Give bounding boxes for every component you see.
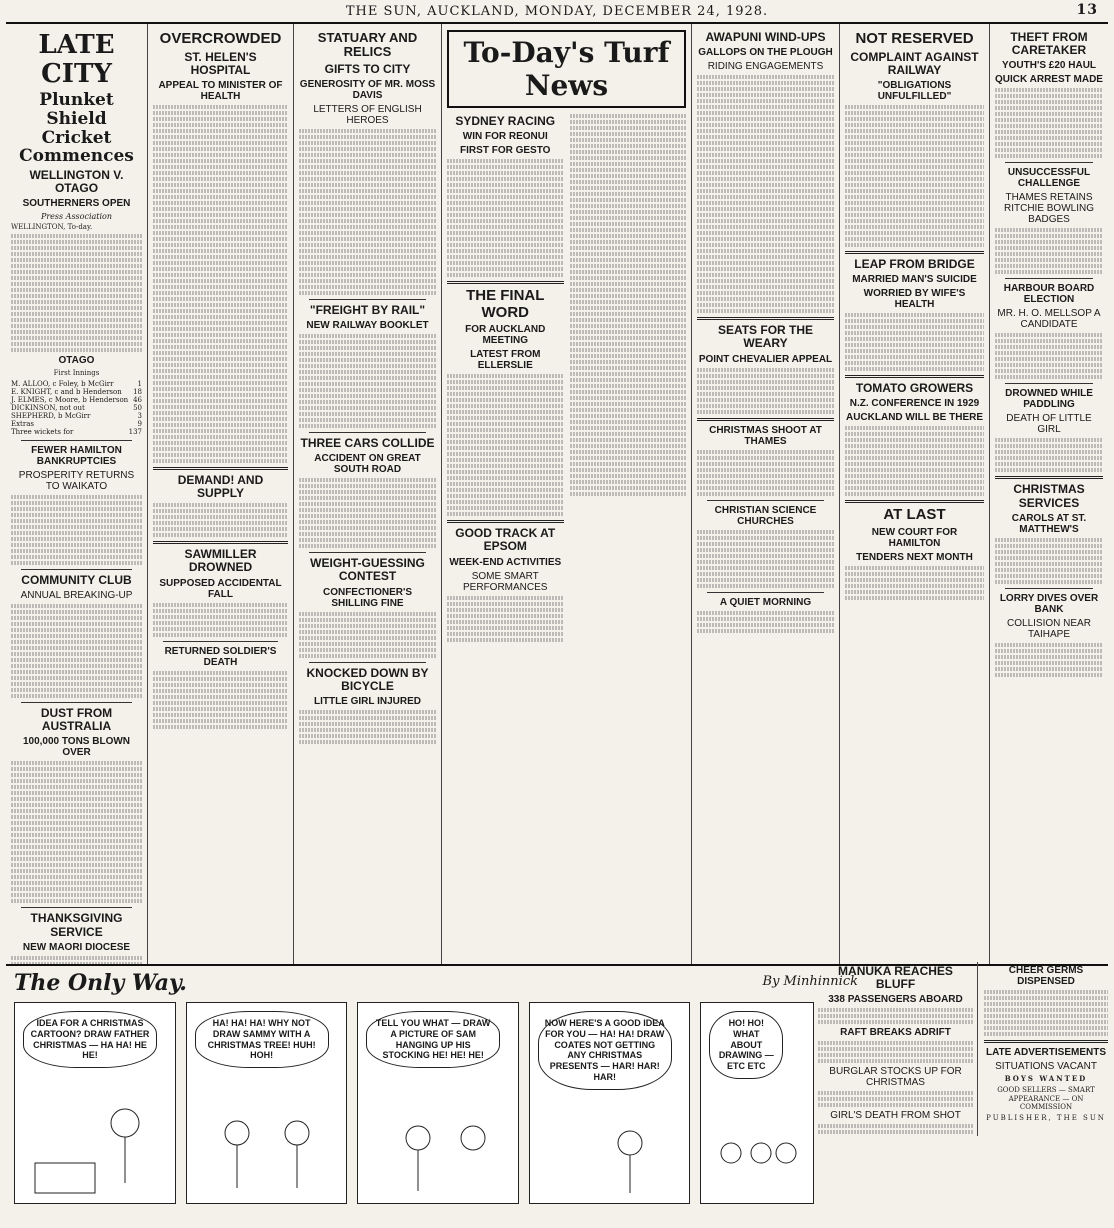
subhead-maori-diocese: NEW MAORI DIOCESE [22,941,131,953]
score-total: Three wickets for 137 [11,427,142,436]
ad-boys-wanted: BOYS WANTED [1004,1074,1088,1083]
headline-christmas-services: CHRISTMAS SERVICES [1013,482,1085,510]
score-row: M. ALLOO, c Foley, b McGirr 1 [11,379,142,388]
headline-christian-science: CHRISTIAN SCIENCE CHURCHES [714,504,817,527]
subhead-great-south-road: ACCIDENT ON GREAT SOUTH ROAD [314,453,421,476]
headline-quiet-morning: A QUIET MORNING [719,596,812,608]
cartoon-panel-3 [357,1002,519,1204]
headline-sawmiller: SAWMILLER DROWNED [184,547,257,575]
subhead-auckland-meeting: FOR AUCKLAND MEETING [465,324,546,347]
figures-icon [358,1003,508,1203]
headline-overcrowded: OVERCROWDED [159,30,282,47]
subhead-otago: OTAGO [58,355,95,367]
headline-drowned: DROWNED WHILE PADDLING [1005,388,1093,411]
score-row: E. KNIGHT, c and b Henderson 18 [11,387,142,396]
headline-christmas-shoot: CHRISTMAS SHOOT AT THAMES [709,424,822,447]
headline-wellington-otago: WELLINGTON V. OTAGO [29,167,124,196]
subhead-bowling: THAMES RETAINS RITCHIE BOWLING BADGES [1003,192,1094,226]
page-number: 13 [1076,2,1098,18]
score-title: First Innings [53,369,100,378]
headline-leap-bridge: LEAP FROM BRIDGE [854,256,975,271]
headline-raft: RAFT BREAKS ADRIFT [840,1027,951,1039]
figures-icon [530,1003,680,1203]
headline-thanksgiving: THANKSGIVING SERVICE [30,911,123,939]
subhead-arrest: QUICK ARREST MADE [995,74,1103,86]
headline-not-reserved: NOT RESERVED [855,30,974,47]
score-row: Extras 9 [11,419,142,428]
subhead-letters: LETTERS OF ENGLISH HEROES [313,103,422,126]
subhead-tons-blown: 100,000 TONS BLOWN OVER [22,736,131,759]
headline-manuka: MANUKA REACHES BLUFF [838,964,953,992]
speech-bubble-5: HO! HO! WHAT ABOUT DRAWING — ETC ETC [709,1011,783,1079]
column-1 [6,24,148,964]
subhead-mellsop: MR. H. O. MELLSOP A CANDIDATE [997,308,1101,331]
cartoon-author: By Minhinnick [762,974,858,989]
cartoon-panel-2 [186,1002,348,1204]
column-7 [990,24,1108,964]
headline-sydney-racing: SYDNEY RACING [455,114,556,128]
subhead-gifts: GIFTS TO CITY [324,61,411,76]
headline-soldier-death: RETURNED SOLDIER'S DEATH [164,645,277,668]
subhead-taihape: COLLISION NEAR TAIHAPE [1007,617,1091,640]
subhead-weekend: WEEK-END ACTIVITIES [449,556,562,568]
column-5 [692,24,840,964]
subhead-accidental-fall: SUPPOSED ACCIDENTAL FALL [159,577,282,600]
subhead-st-helens: ST. HELEN'S HOSPITAL [184,49,257,77]
headline-burglar: BURGLAR STOCKS UP FOR CHRISTMAS [829,1066,962,1089]
headline-bicycle: KNOCKED DOWN BY BICYCLE [306,665,429,693]
cartoon-panel-1 [14,1002,176,1204]
subhead-breaking-up: ANNUAL BREAKING-UP [20,590,133,601]
scorecard [11,380,142,428]
subhead-plough: GALLOPS ON THE PLOUGH [698,47,833,59]
headline-harbour-board: HARBOUR BOARD ELECTION [1003,283,1095,306]
ad-good-sellers: GOOD SELLERS — SMART APPEARANCE — ON COMMISSION [997,1085,1095,1112]
headline-awapuni: AWAPUNI WIND-UPS [705,30,826,44]
headline-community-club: COMMUNITY CLUB [21,572,132,587]
subhead-obligations: "OBLIGATIONS UNFULFILLED" [877,79,952,102]
subhead-moss-davis: GENEROSITY OF MR. MOSS DAVIS [299,78,436,101]
subhead-girl-injured: LITTLE GIRL INJURED [313,695,422,707]
subhead-railway-complaint: COMPLAINT AGAINST RAILWAY [850,49,979,77]
figures-icon [187,1003,337,1203]
masthead [6,0,1108,24]
headline-statuary: STATUARY AND RELICS [317,30,418,60]
headline-girls-death: GIRL'S DEATH FROM SHOT [830,1110,961,1122]
subhead-reonui: WIN FOR REONUI [462,131,548,143]
subhead-conference: N.Z. CONFERENCE IN 1929 [849,398,980,410]
headline-epsom: GOOD TRACK AT EPSOM [455,526,556,554]
subhead-appeal-minister: APPEAL TO MINISTER OF HEALTH [158,79,283,102]
ad-publisher: PUBLISHER, THE SUN [986,1114,1106,1122]
headline-freight-rail: "FREIGHT BY RAIL" [309,302,426,317]
headline-seats-weary: SEATS FOR THE WEARY [717,323,814,351]
subhead-auckland-there: AUCKLAND WILL BE THERE [845,412,984,424]
crowd-icon [701,1003,801,1203]
cartoon-panel-4 [529,1002,691,1204]
dateline: WELLINGTON, To-day. [11,223,93,232]
subhead-riding: RIDING ENGAGEMENTS [707,61,824,73]
subhead-new-court: NEW COURT FOR HAMILTON [871,526,958,549]
headline-turf-news: To-Day's Turf News [447,30,686,108]
headline-late-city: LATE CITY [38,30,115,89]
headline-weight-guessing: WEIGHT-GUESSING CONTEST [310,556,425,584]
column-turf [442,24,692,964]
subhead-situations: SITUATIONS VACANT [995,1061,1097,1072]
column-3 [294,24,442,964]
score-row: J. ELMES, c Moore, b Henderson 46 [11,395,142,404]
headline-bankruptcies: FEWER HAMILTON BANKRUPTCIES [31,444,122,467]
headline-demand-supply: DEMAND! AND SUPPLY [177,472,264,501]
headline-theft: THEFT FROM CARETAKER [1010,30,1088,58]
bottom-right-column [818,962,1108,1136]
subhead-smart-performances: SOME SMART PERFORMANCES [463,570,548,593]
speech-bubble-1: IDEA FOR A CHRISTMAS CARTOON? DRAW FATHER CHRISTMAS — HA HA! HE HE! [23,1011,157,1068]
subhead-tenders: TENDERS NEXT MONTH [856,551,973,563]
speech-bubble-2: HA! HA! HA! WHY NOT DRAW SAMMY WITH A CHRISTMAS TREE! HUH! HOH! [195,1011,329,1068]
cartoonist-figure-icon [15,1003,165,1203]
headline-challenge: UNSUCCESSFUL CHALLENGE [1007,167,1091,190]
masthead-title: THE SUN, AUCKLAND, MONDAY, DECEMBER 24, 1928. [345,3,769,19]
headline-lorry: LORRY DIVES OVER BANK [999,592,1099,615]
subhead-little-girl: DEATH OF LITTLE GIRL [1006,413,1092,436]
headline-final-word: THE FINAL WORD [466,287,545,321]
cartoon-panel-5 [700,1002,814,1204]
columns [6,24,1108,964]
byline: Press Association [40,212,113,222]
subhead-passengers: 338 PASSENGERS ABOARD [828,994,963,1006]
column-6 [840,24,990,964]
score-row: SHEPHERD, b McGirr 3 [11,411,142,420]
subhead-southerners-open: SOUTHERNERS OPEN [22,198,131,210]
subhead-point-chevalier: POINT CHEVALIER APPEAL [698,353,833,365]
score-row: DICKINSON, not out 50 [11,403,142,412]
speech-bubble-4: NOW HERE'S A GOOD IDEA FOR YOU — HA! HA! DRAW COATES NOT GETTING ANY CHRISTMAS PRESENTS — HAR! HAR! HAR! [538,1011,672,1090]
subhead-youth-haul: YOUTH'S £20 HAUL [1001,60,1097,72]
subhead-carols: CAROLS AT ST. MATTHEW'S [1011,512,1087,535]
headline-tomato: TOMATO GROWERS [855,381,974,396]
subhead-gesto: FIRST FOR GESTO [460,145,551,157]
subhead-shilling-fine: CONFECTIONER'S SHILLING FINE [322,586,413,609]
headline-three-cars: THREE CARS COLLIDE [300,435,435,450]
speech-bubble-3: TELL YOU WHAT — DRAW A PICTURE OF SAM HANGING UP HIS STOCKING HE! HE! HE! [366,1011,500,1068]
headline-dust-australia: DUST FROM AUSTRALIA [40,706,113,734]
subhead-booklet: NEW RAILWAY BOOKLET [306,319,429,331]
headline-plunket-shield: Plunket Shield Cricket Commences [19,90,134,167]
headline-late-ads: LATE ADVERTISEMENTS [985,1047,1106,1058]
cartoon-title: The Only Way. [14,970,187,996]
subhead-ellerslie: LATEST FROM ELLERSLIE [470,349,541,372]
headline-cheer-germs: CHEER GERMS DISPENSED [1008,965,1084,987]
column-2 [148,24,294,964]
headline-at-last: AT LAST [883,506,946,524]
subhead-wife-health: WORRIED BY WIFE'S HEALTH [863,288,966,311]
subhead-prosperity: PROSPERITY RETURNS TO WAIKATO [18,469,135,492]
subhead-suicide: MARRIED MAN'S SUICIDE [852,274,977,286]
